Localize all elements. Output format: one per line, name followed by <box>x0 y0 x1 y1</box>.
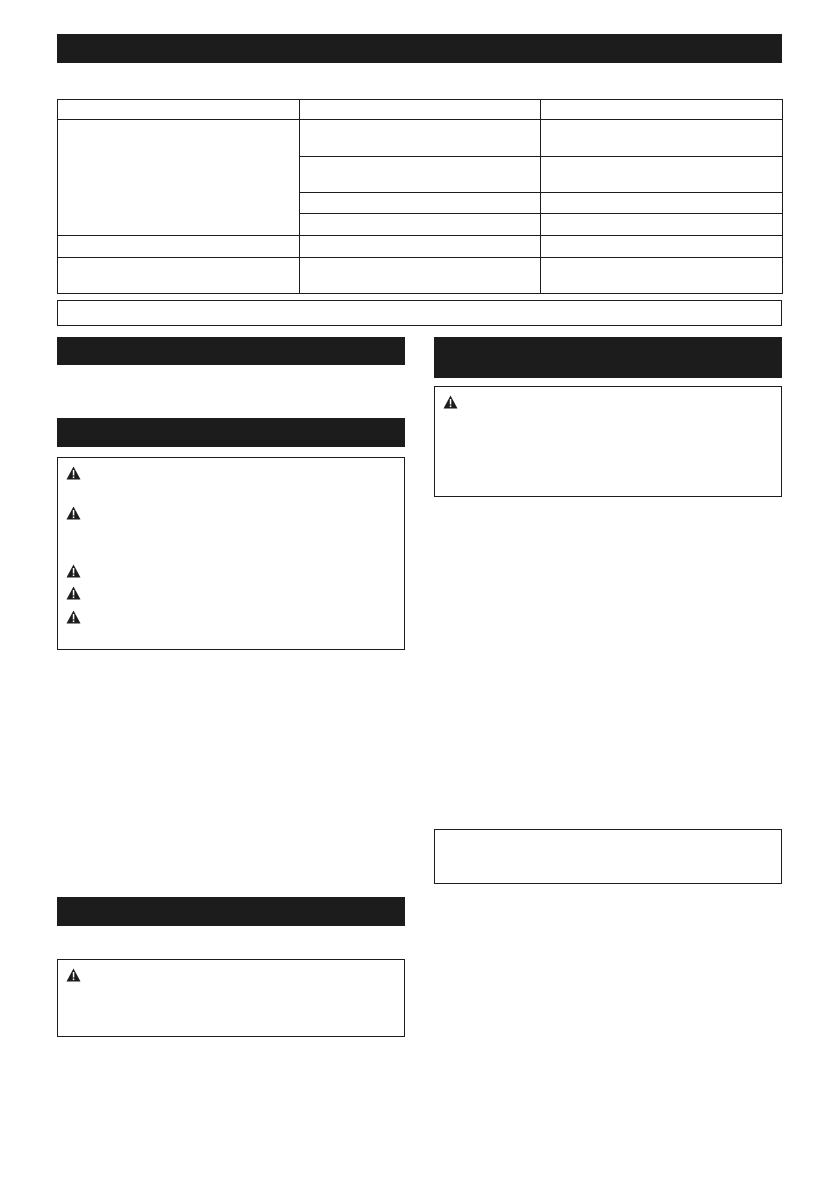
note-box <box>57 300 782 326</box>
table-cell <box>541 214 783 236</box>
table-cell <box>58 120 300 236</box>
warning-triangle-icon <box>66 968 81 982</box>
table-cell <box>58 236 300 258</box>
table-header-cell <box>300 100 541 120</box>
table-cell <box>541 157 783 193</box>
table-cell <box>541 120 783 157</box>
warning-triangle-icon <box>66 506 81 520</box>
warning-triangle-icon <box>443 395 458 409</box>
table-row <box>58 258 783 294</box>
table-cell <box>300 214 541 236</box>
warning-box <box>57 457 405 650</box>
section-heading-bar <box>57 337 405 365</box>
warning-triangle-icon <box>66 564 81 578</box>
section-heading-bar <box>57 897 405 926</box>
table-row <box>58 236 783 258</box>
warning-box <box>57 959 405 1037</box>
table-header-row <box>58 100 783 120</box>
table-cell <box>58 258 300 294</box>
warning-triangle-icon <box>66 466 81 480</box>
table-cell <box>300 258 541 294</box>
table-row <box>58 120 783 157</box>
table-cell <box>300 120 541 157</box>
section-heading-bar <box>434 337 782 378</box>
table-cell <box>300 193 541 214</box>
table-cell <box>300 157 541 193</box>
table-header-cell <box>58 100 300 120</box>
table-cell <box>541 193 783 214</box>
table-cell <box>541 258 783 294</box>
notice-box <box>434 829 782 884</box>
warning-triangle-icon <box>66 586 81 600</box>
spec-table <box>57 99 783 294</box>
title-bar <box>57 34 782 63</box>
section-heading-bar <box>57 418 405 447</box>
warning-triangle-icon <box>66 610 81 624</box>
table-cell <box>300 236 541 258</box>
table-header-cell <box>541 100 783 120</box>
table-cell <box>541 236 783 258</box>
warning-box <box>434 386 782 497</box>
